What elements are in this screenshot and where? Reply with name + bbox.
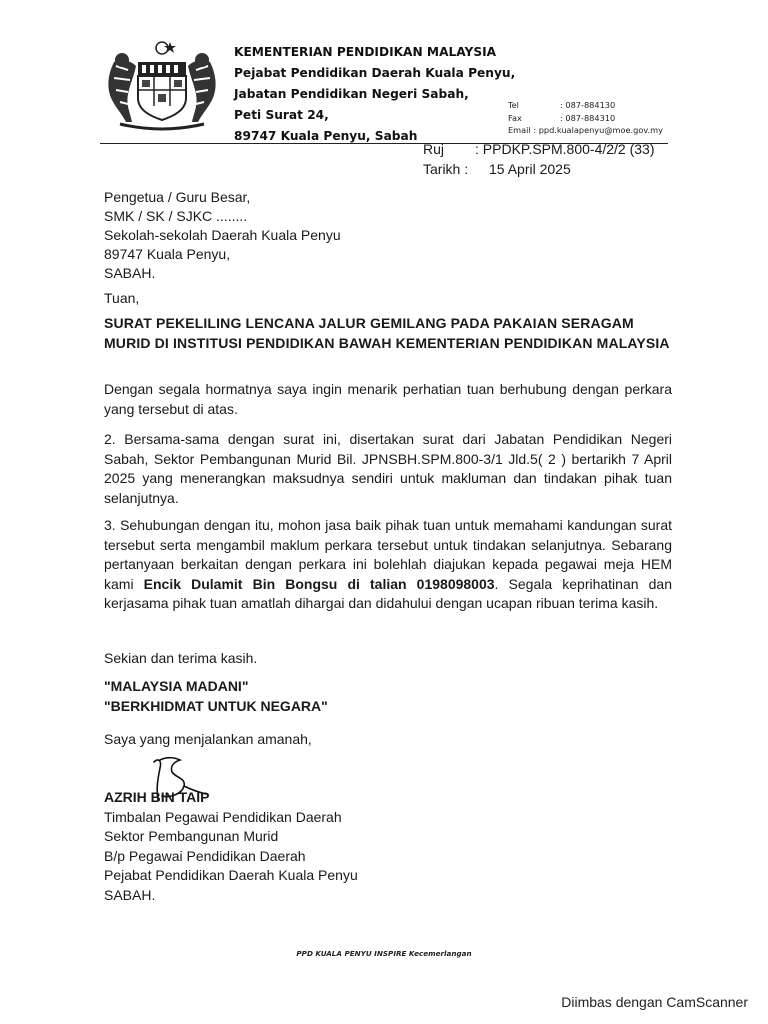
reference-block <box>423 139 655 179</box>
letterhead-contact <box>508 99 663 137</box>
letter-date <box>423 159 655 179</box>
contact-fax <box>508 112 663 125</box>
contact-label: Fax <box>508 112 522 123</box>
recipient-line: Sekolah-sekolah Daerah Kuala Penyu <box>104 227 341 243</box>
signer-name: AZRIH BIN TAIP <box>104 789 210 805</box>
date-label: Tarikh : <box>423 161 469 177</box>
ministry-name: KEMENTERIAN PENDIDIKAN MALAYSIA <box>234 45 497 59</box>
ref-label: Ruj <box>423 141 445 157</box>
paragraph-3-text: 3. Sehubungan dengan itu, mohon jasa baik pihak tuan untuk memahami kandungan surat tersebut serta mengambil maklum perkara tersebut untuk tindakan selanjutnya. Sebarang pertanyaan berkaitan dengan perkara ini bolehlah diajukan kepada pegawai meja HEM kami <box>104 517 672 592</box>
postcode-city: 89747 Kuala Penyu, Sabah <box>234 129 418 143</box>
contact-label: Email <box>508 125 531 135</box>
contact-value: : 087-884310 <box>560 112 616 123</box>
signer-on-behalf: B/p Pegawai Pendidikan Daerah <box>104 847 306 864</box>
motto-line: "BERKHIDMAT UNTUK NEGARA" <box>104 697 328 714</box>
reference-number <box>423 139 655 159</box>
closing-line: Sekian dan terima kasih. <box>104 650 258 666</box>
recipient-address <box>104 188 341 283</box>
signer-state: SABAH. <box>104 886 156 903</box>
signer-office: Pejabat Pendidikan Daerah Kuala Penyu <box>104 867 358 883</box>
contact-email <box>508 124 663 137</box>
letter-subject: SURAT PEKELILING LENCANA JALUR GEMILANG PADA PAKAIAN SERAGAM MURID DI INSTITUSI PENDIDIKAN BAWAH KEMENTERIAN PENDIDIKAN MALAYSIA <box>104 315 670 351</box>
contact-tel <box>508 99 663 112</box>
recipient-line: Pengetua / Guru Besar, <box>104 189 251 205</box>
contact-value: : 087-884130 <box>560 100 616 110</box>
contact-value: : ppd.kualapenyu@moe.gov.my <box>533 125 663 135</box>
recipient-line: SMK / SK / SJKC ........ <box>104 208 248 224</box>
date-value: 15 April 2025 <box>489 161 571 177</box>
ref-value: : PPDKP.SPM.800-4/2/2 (33) <box>475 141 655 157</box>
paragraph-2: 2. Bersama-sama dengan surat ini, disertakan surat dari Jabatan Pendidikan Negeri Sabah, Sektor Pembangunan Murid Bil. JPNSBH.SPM.800-3/1 Jld.5( 2 ) bertarikh 7 April 2025 yang menerangkan maksudnya sendiri untuk makluman dan tindakan pihak tuan selanjutnya. <box>104 431 672 506</box>
office-name: Pejabat Pendidikan Daerah Kuala Penyu, <box>234 66 516 80</box>
po-box: Peti Surat 24, <box>234 108 329 122</box>
motto-line: "MALAYSIA MADANI" <box>104 678 249 694</box>
contact-label: Tel <box>508 100 519 110</box>
motto-block <box>104 677 328 716</box>
trust-line: Saya yang menjalankan amanah, <box>104 731 312 747</box>
signer-block <box>104 788 358 905</box>
paragraph-3 <box>104 516 672 614</box>
coat-of-arms-icon <box>98 36 226 134</box>
salutation: Tuan, <box>104 290 140 306</box>
footer-tagline: PPD KUALA PENYU INSPIRE Kecemerlangan <box>296 949 472 958</box>
paragraph-1: Dengan segala hormatnya saya ingin menarik perhatian tuan berhubung dengan perkara yang tersebut di atas. <box>104 381 672 417</box>
recipient-line: 89747 Kuala Penyu, <box>104 246 231 262</box>
contact-officer: Encik Dulamit Bin Bongsu di talian 0198098003 <box>143 575 495 592</box>
signer-sector: Sektor Pembangunan Murid <box>104 828 279 844</box>
paragraph-3-text-end: . Segala keprihatinan dan kerjasama pihak tuan amatlah dihargai dan didahului dengan ucapan ribuan terima kasih. <box>104 575 672 611</box>
department-name: Jabatan Pendidikan Negeri Sabah, <box>234 87 469 101</box>
letterhead-address <box>234 42 515 147</box>
signer-title: Timbalan Pegawai Pendidikan Daerah <box>104 808 342 825</box>
recipient-line: SABAH. <box>104 265 156 281</box>
scanner-watermark: Diimbas dengan CamScanner <box>561 994 748 1010</box>
